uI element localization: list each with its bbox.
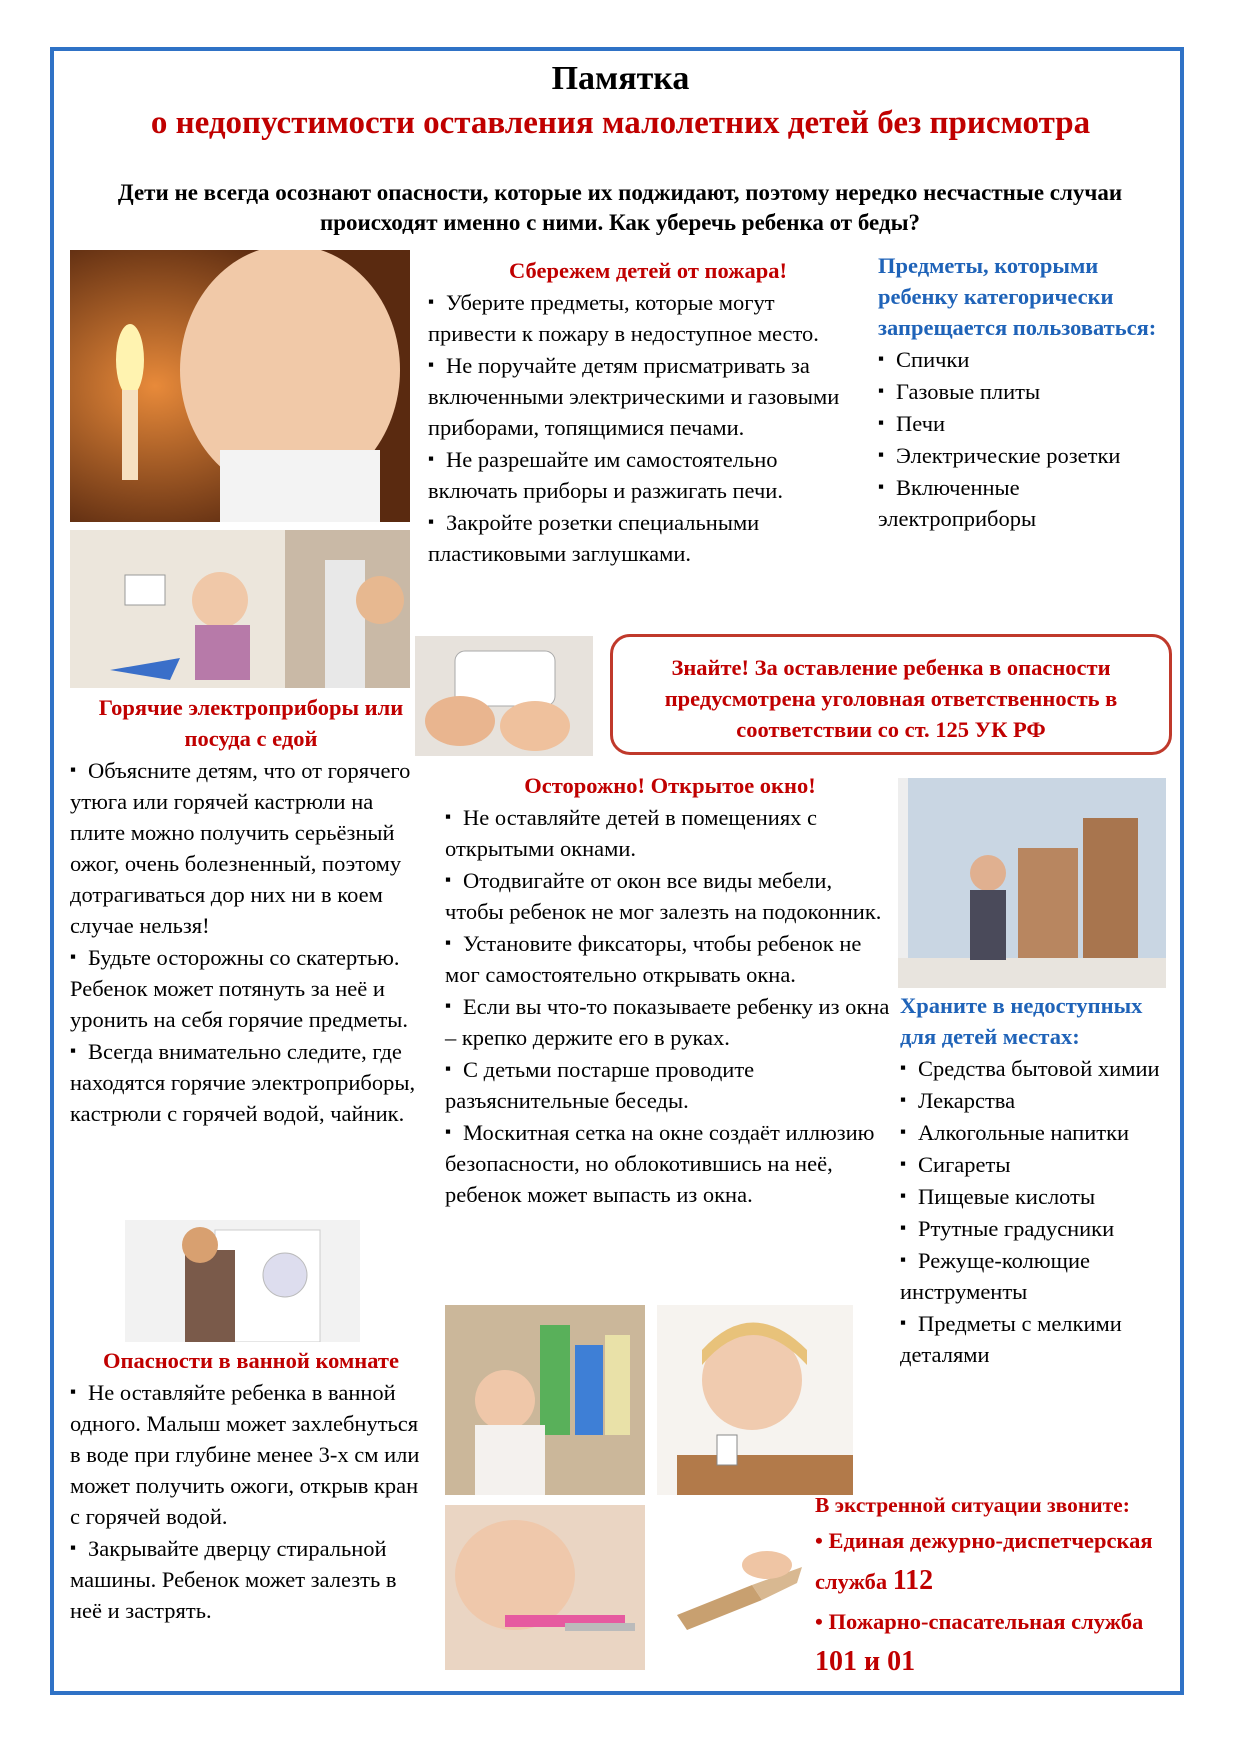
intro-text: Дети не всегда осознают опасности, которые их поджидают, поэтому нередко несчастные случаи происходят именно с ними. Как уберечь ребенка от беды? xyxy=(117,180,1123,235)
page-title: Памятка xyxy=(551,60,690,97)
fire-heading: Сбережем детей от пожара! xyxy=(508,258,788,283)
photo-toddler-socket xyxy=(70,530,410,688)
photo-child-washer xyxy=(125,1220,360,1342)
store-item: ▪ Сигареты xyxy=(900,1148,1180,1180)
fire-item: ▪ Уберите предметы, которые могут привести к пожару в недоступное место. xyxy=(428,286,868,349)
window-heading: Осторожно! Открытое окно! xyxy=(524,773,816,798)
window-item: ▪ Не оставляйте детей в помещениях с открытыми окнами. xyxy=(445,801,895,864)
emergency-line-2 xyxy=(815,1602,1185,1683)
window-item: ▪ Если вы что-то показываете ребенку из окна – крепко держите его в руках. xyxy=(445,990,895,1053)
bath-item: ▪ Не оставляйте ребенка в ванной одного. Малыш может захлебнуться в воде при глубине менее 3-х см или может получить ожоги, открыв кран с горячей водой. xyxy=(70,1376,432,1532)
hot-item: ▪ Всегда внимательно следите, где находятся горячие электроприборы, кастрюли с горячей водой, чайник. xyxy=(70,1035,432,1129)
emergency-block xyxy=(815,1490,1185,1683)
store-item: ▪ Средства бытовой химии xyxy=(900,1052,1180,1084)
emergency-line-2-text: • Пожарно-спасательная служба xyxy=(815,1609,1144,1634)
store-item: ▪ Алкогольные напитки xyxy=(900,1116,1180,1148)
hot-heading: Горячие электроприборы или посуда с едой xyxy=(98,695,404,751)
emergency-line-1-text: • Единая дежурно-диспетчерская служба xyxy=(815,1528,1153,1594)
bath-heading: Опасности в ванной комнате xyxy=(103,1348,399,1373)
store-item: ▪ Предметы с мелкими деталями xyxy=(900,1307,1180,1370)
fire-item: ▪ Не разрешайте им самостоятельно включать приборы и разжигать печи. xyxy=(428,443,868,506)
window-item: ▪ С детьми постарше проводите разъяснительные беседы. xyxy=(445,1053,895,1116)
forbidden-item: ▪ Печи xyxy=(878,407,1178,439)
fire-item: ▪ Не поручайте детям присматривать за включенными электрическими и газовыми приборами, топящимися печами. xyxy=(428,349,868,443)
photo-knife xyxy=(657,1505,807,1670)
emergency-number-112: 112 xyxy=(892,1565,934,1596)
store-item: ▪ Ртутные градусники xyxy=(900,1212,1180,1244)
store-item: ▪ Режуще-колющие инструменты xyxy=(900,1244,1180,1307)
hot-item: ▪ Объясните детям, что от горячего утюга или горячей кастрюли на плите можно получить серьёзный ожог, очень болезненный, поэтому дотрагиваться дор них ни в коем случае нельзя! xyxy=(70,754,432,941)
emergency-heading: В экстренной ситуации звоните: xyxy=(815,1493,1130,1517)
forbidden-heading: Предметы, которыми ребенку категорически запрещается пользоваться: xyxy=(878,253,1157,340)
store-section xyxy=(900,990,1180,1370)
forbidden-item: ▪ Электрические розетки xyxy=(878,439,1178,471)
store-item: ▪ Пищевые кислоты xyxy=(900,1180,1180,1212)
window-item: ▪ Установите фиксаторы, чтобы ребенок не мог самостоятельно открывать окна. xyxy=(445,927,895,990)
window-item: ▪ Москитная сетка на окне создаёт иллюзию безопасности, но облокотившись на неё, ребенок может выпасть из окна. xyxy=(445,1116,895,1210)
photo-child-window xyxy=(898,778,1166,988)
store-heading: Храните в недоступных для детей местах: xyxy=(900,993,1143,1049)
emergency-number-101: 101 и 01 xyxy=(815,1646,916,1677)
bath-section xyxy=(70,1345,432,1626)
photo-socket-plug xyxy=(415,636,593,756)
window-section xyxy=(445,770,895,1210)
forbidden-section xyxy=(878,250,1178,534)
bath-item: ▪ Закрывайте дверцу стиральной машины. Ребенок может залезть в неё и застрять. xyxy=(70,1532,432,1626)
forbidden-item: ▪ Газовые плиты xyxy=(878,375,1178,407)
photo-baby-chemicals xyxy=(445,1305,645,1495)
hot-section xyxy=(70,692,432,1129)
forbidden-item: ▪ Включенные электроприборы xyxy=(878,471,1178,534)
fire-section xyxy=(428,255,868,569)
photo-child-candle xyxy=(70,250,410,522)
forbidden-item: ▪ Спички xyxy=(878,343,1178,375)
fire-item: ▪ Закройте розетки специальными пластиковыми заглушками. xyxy=(428,506,868,569)
photo-baby-scissors xyxy=(445,1505,645,1670)
photo-child-pills xyxy=(657,1305,853,1495)
liability-notice: Знайте! За оставление ребенка в опасности предусмотрена уголовная ответственность в соответствии со ст. 125 УК РФ xyxy=(610,634,1172,755)
emergency-line-1 xyxy=(815,1521,1185,1602)
hot-item: ▪ Будьте осторожны со скатертью. Ребенок может потянуть за неё и уронить на себя горячие предметы. xyxy=(70,941,432,1035)
window-item: ▪ Отодвигайте от окон все виды мебели, чтобы ребенок не мог залезть на подоконник. xyxy=(445,864,895,927)
store-item: ▪ Лекарства xyxy=(900,1084,1180,1116)
page-subtitle: о недопустимости оставления малолетних детей без присмотра xyxy=(150,105,1091,141)
